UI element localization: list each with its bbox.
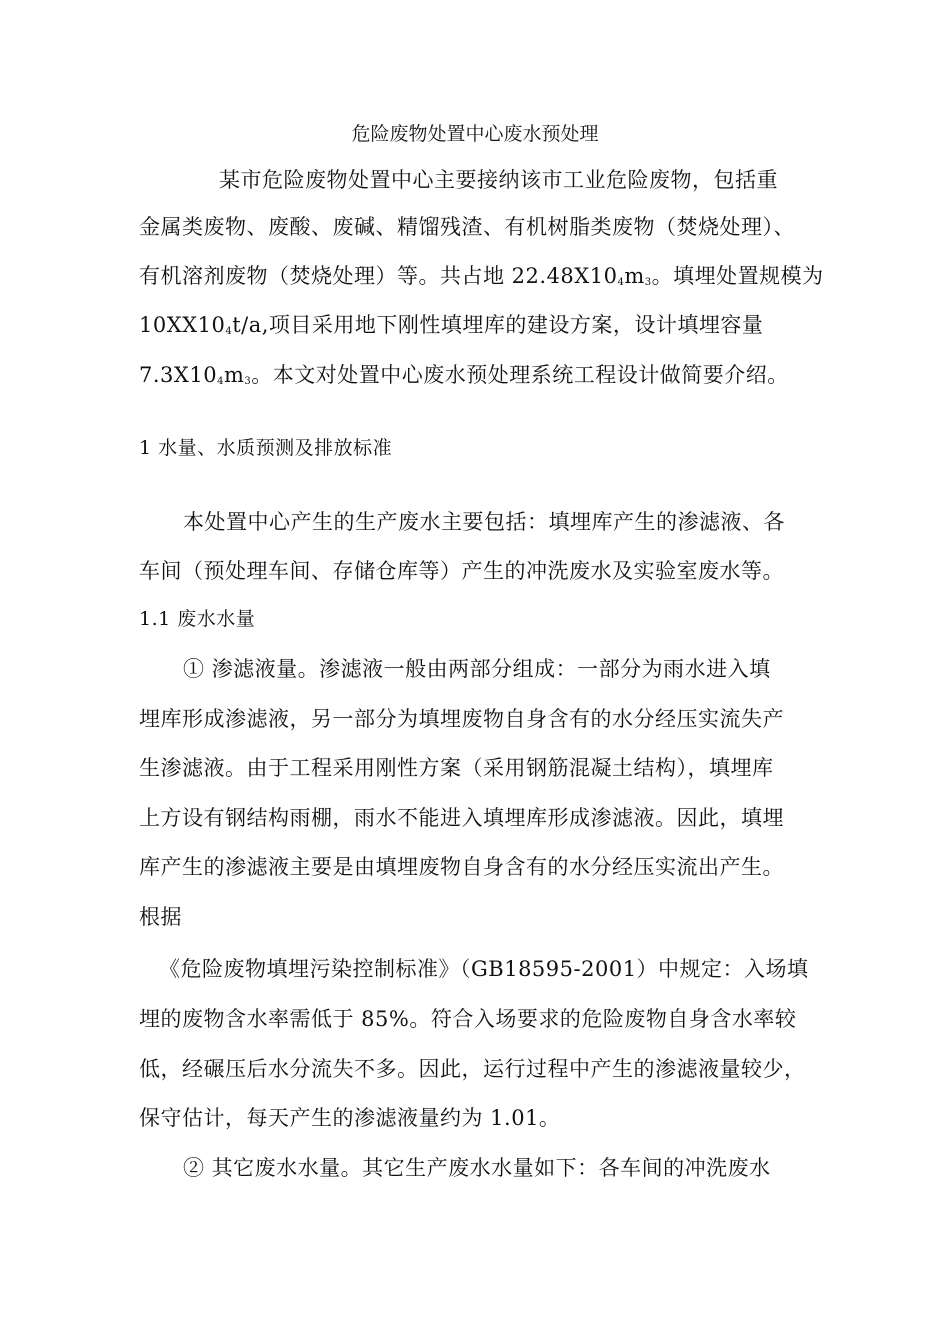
item-1-line-5: 库产生的渗滤液主要是由填埋废物自身含有的水分经压实流出产生。: [139, 855, 784, 879]
item-1-line-3: 生渗滤液。由于工程采用刚性方案（采用钢筋混凝土结构），填埋库: [139, 756, 774, 780]
section-1-para-line-1: 本处置中心产生的生产废水主要包括：填埋库产生的渗滤液、各: [183, 510, 785, 534]
item-1-line-8: 埋的废物含水率需低于 85%。符合入场要求的危险废物自身含水率较: [139, 1007, 797, 1031]
intro-line-3-text-c: 。填埋处置规模为: [651, 264, 824, 288]
intro-line-5-sub: 4: [217, 376, 224, 387]
item-1-line-1: ① 渗滤液量。渗滤液一般由两部分组成：一部分为雨水进入填: [183, 657, 771, 681]
intro-line-5: [139, 361, 789, 396]
section-1-heading: 1 水量、水质预测及排放标准: [139, 437, 393, 459]
intro-line-1: 某市危险废物处置中心主要接纳该市工业危险废物，包括重: [219, 168, 778, 192]
intro-line-2: 金属类废物、废酸、废碱、精馏残渣、有机树脂类废物（焚烧处理）、: [139, 215, 795, 239]
item-1-line-7: 《危险废物填埋污染控制标准》（GB18595-2001）中规定：入场填: [159, 957, 809, 981]
intro-line-4-text-a: 10XX10: [139, 313, 226, 337]
intro-line-3-text-a: 有机溶剂废物（焚烧处理）等。共占地 22.48X10: [139, 264, 618, 288]
intro-line-5-text-c: 。本文对处置中心废水预处理系统工程设计做简要介绍。: [251, 363, 789, 387]
intro-line-5-sub2: 3: [244, 376, 252, 387]
intro-line-3-text-b: m: [624, 264, 645, 288]
item-1-line-9: 低，经碾压后水分流失不多。因此，运行过程中产生的渗滤液量较少，: [139, 1057, 806, 1081]
intro-line-5-text-b: m: [223, 363, 245, 387]
intro-line-3-sub2: 3: [644, 277, 652, 288]
intro-line-5-text-a: 7.3X10: [139, 363, 218, 387]
section-1-para-line-2: 车间（预处理车间、存储仓库等）产生的冲洗废水及实验室废水等。: [139, 559, 784, 583]
item-1-line-6: 根据: [139, 905, 182, 929]
intro-line-3: [139, 262, 824, 297]
item-1-line-4: 上方设有钢结构雨棚，雨水不能进入填埋库形成渗滤液。因此，填埋: [139, 806, 784, 830]
intro-line-3-sub: 4: [617, 277, 625, 288]
item-1-line-2: 埋库形成渗滤液，另一部分为填埋废物自身含有的水分经压实流失产: [139, 707, 784, 731]
section-1-1-heading: 1.1 废水水量: [139, 608, 256, 630]
intro-line-4-text-b: t/a,项目采用地下刚性填埋库的建设方案，设计填埋容量: [232, 313, 764, 337]
document-title: 危险废物处置中心废水预处理: [351, 123, 599, 145]
item-1-line-10: 保守估计，每天产生的渗滤液量约为 1.01。: [139, 1106, 561, 1130]
intro-line-4: [139, 311, 763, 346]
intro-line-4-sub: 4: [225, 326, 233, 337]
item-2-line-1: ② 其它废水水量。其它生产废水水量如下：各车间的冲洗废水: [183, 1156, 771, 1180]
